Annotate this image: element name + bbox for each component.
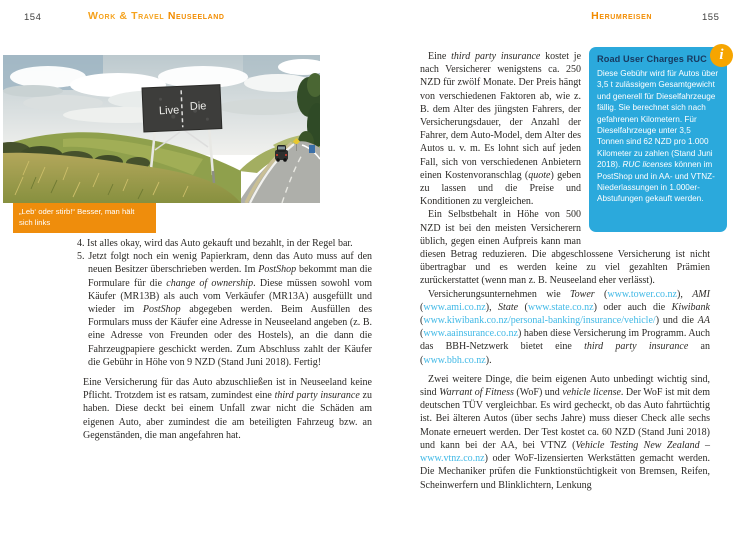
ruc-infobox xyxy=(589,47,727,232)
text-run: ( xyxy=(594,288,608,300)
text-run: AMI xyxy=(692,288,710,300)
url-link[interactable]: www.state.co.nz xyxy=(527,301,594,313)
text-run: third party insurance xyxy=(451,51,541,62)
text-run: Versicherungsunternehmen wie xyxy=(428,288,571,300)
info-icon: i xyxy=(710,44,733,67)
text-run: Diese Gebühr wird für Autos über 3,5 t zulässigem Gesamtgewicht und generell für Dieselfahrzeuge fällig. Sie berechnet sich nach gefahrenen Kilometern. Für Dieselfahrzeuge unter 3,5 Tonnen sind 62 NZD pro 1.000 Kilometer zu zahlen (Stand Juni 2018). xyxy=(597,69,719,170)
text-run: . Diese müssen sowohl vom Käufer (MR13B) als auch vom Verkäufer (MR13A) ausgefüllt und wieder im xyxy=(88,277,372,316)
text-run: ( xyxy=(420,301,424,313)
text-run: Tower xyxy=(570,288,595,300)
text-run: Ist alles okay, wird das Auto gekauft und bezahlt, in der Regel bar. xyxy=(87,238,353,249)
text-run: Kiwibank xyxy=(671,301,710,313)
billboard-text-live: Live xyxy=(158,104,180,118)
text-run: ( xyxy=(420,315,424,327)
text-run: ) oder WoF-lizensierten Werkstätten gemacht werden. Die Mechaniker prüfen die Funktionstüchtigkeit von Bremsen, Reifen, Scheinwerfern und Blinklichtern, Lenkung xyxy=(420,453,710,491)
infobox-body xyxy=(597,68,719,205)
url-link[interactable]: www.vtnz.co.nz xyxy=(420,453,485,465)
text-run: abgegeben werden. Beim Ausfüllen des Formulars muss der Käufer eine Adresse in Neuseeland angeben (z. B. eine Adresse von Freunden oder des Hostels), an die dann die Fahrzeugpapiere geschickt werden. Zum Abschluss zahlt der Käufer die Gebühr in Höhe von 9 NZD (Stand Juni 2018). Fertig! xyxy=(88,304,372,368)
text-run: Eine xyxy=(428,51,452,62)
text-run: ( xyxy=(420,328,424,340)
road-photo-illustration xyxy=(3,55,320,203)
text-run: vehicle license xyxy=(562,387,621,399)
text-run: State xyxy=(498,301,519,313)
text-run: third party insurance xyxy=(584,341,689,353)
text-run: . Der WoF ist mit dem deutschen TÜV vergleichbar. Es wird gecheckt, ob das Auto fahrtüchtig ist. Bei älteren Autos (über sechs Jahre) muss dieser Check alle sechs Monate erneuert werden. Der Test kostet ca. 60 NZD (Stand Juni 2018) und kann bei der AA, bei VTNZ ( xyxy=(420,387,711,451)
text-run: ) und die xyxy=(655,315,698,327)
text-run: AA xyxy=(697,315,710,327)
text-run: quote xyxy=(528,169,551,181)
text-run: kostet je nach Versicherer wenigstens ca. 250 NZD für zwölf Monate. Der Preis hängt von verschiedenen Faktoren ab, wie z. B. dem Alter des jüngsten Fahrers, der Versicherungsdauer, der Anzahl der Fahrer, dem Auto-Model, dem Alter des Autos u. v. m. Es lohnt sich auf jeden Fall, sich von verschiedenen Anbietern einen Kostenvoranschlag ( xyxy=(420,51,582,181)
billboard-text-die: Die xyxy=(189,100,207,113)
text-run: ), xyxy=(485,301,499,313)
text-run: bekommt man die Formulare für die xyxy=(88,264,372,289)
text-run: Ein Selbstbehalt in Höhe von 500 NZD ist bei den meisten Versicherern üblich, gegen einen Aufpreis kann man diesen Betrag reduzieren. Die abgeschlossene Versicherung ist nicht übertragbar und es werden keine zu viel gezahlten Prämien zurückerstattet (wenn man z. B. Neuseeland eher verlässt). xyxy=(420,209,710,287)
text-run: PostShop xyxy=(258,264,297,276)
left-text-column xyxy=(77,237,372,452)
insurance-paragraph xyxy=(77,376,372,442)
paragraph-wof xyxy=(420,373,710,492)
text-run: können im PostShop und in AA- und VTNZ-Niederlassungen in 1.000er-Abstufungen gekauft werden. xyxy=(597,160,715,204)
infobox-title: Road User Charges RUC xyxy=(597,54,707,64)
list-item-4 xyxy=(77,237,372,250)
text-run: ), xyxy=(677,288,693,300)
text-run: zu haben. Diese deckt bei einem Unfall zwar nicht die Schäden am eigenen Auto, aber zumindest die am beteiligten Fahrzeug bzw. an Gegenständen, die man angefahren hat. xyxy=(83,390,372,441)
list-item-5 xyxy=(77,250,372,369)
text-run: third party insurance xyxy=(274,390,360,402)
url-link[interactable]: www.kiwibank.co.nz/personal-banking/insurance/vehicle/ xyxy=(423,315,656,327)
text-run: Warrant of Fitness xyxy=(439,387,514,399)
running-header-left-light: Work & Travel xyxy=(88,10,168,22)
url-link[interactable]: www.ami.co.nz xyxy=(423,301,486,313)
page-number-left: 154 xyxy=(24,12,42,23)
text-run: ) geben zu lassen und die Preise und Konditionen zu vergleichen. xyxy=(420,169,581,208)
road-photo xyxy=(3,55,320,203)
text-run: Jetzt folgt noch ein wenig Papierkram, denn das Auto muss auf den neuen Besitzer überschrieben werden. Im xyxy=(88,251,373,276)
url-link[interactable]: www.bbh.co.nz xyxy=(423,354,486,366)
text-run: (WoF) und xyxy=(513,387,563,399)
text-run: Zwei weitere Dinge, die beim eigenen Auto unbedingt wichtig sind, sind xyxy=(420,373,710,399)
running-header-left xyxy=(88,10,225,22)
text-run: ) haben diese Versicherung im Programm. Auch das BBH-Netzwerk bietet eine xyxy=(420,328,710,353)
text-run: ( xyxy=(518,301,528,313)
photo-caption: „Leb‘ oder stirb!“ Besser, man hält sich links xyxy=(13,203,156,233)
text-run: change of ownership xyxy=(166,277,254,289)
paragraph-insurers xyxy=(420,288,710,367)
running-header-right: Herumreisen xyxy=(591,10,652,22)
text-run: an ( xyxy=(420,341,710,366)
running-header-left-bold: Neuseeland xyxy=(167,10,225,22)
text-run: RUC licenses xyxy=(622,160,673,170)
text-run: ) oder auch die xyxy=(593,301,672,313)
text-run: ). xyxy=(485,354,492,366)
text-run: Eine Versicherung für das Auto abzuschließen ist in Neuseeland keine Pflicht. Trotzdem ist es ratsam, zumindest eine xyxy=(83,377,372,402)
text-run: – xyxy=(699,439,711,451)
text-run: Vehicle Testing New Zealand xyxy=(575,439,700,451)
url-link[interactable]: www.tower.co.nz xyxy=(607,288,677,300)
url-link[interactable]: www.aainsurance.co.nz xyxy=(423,328,518,340)
text-run: PostShop xyxy=(142,304,181,316)
page-number-right: 155 xyxy=(702,12,720,23)
text-run: 5. xyxy=(77,251,89,263)
text-run: 4. xyxy=(77,238,87,249)
